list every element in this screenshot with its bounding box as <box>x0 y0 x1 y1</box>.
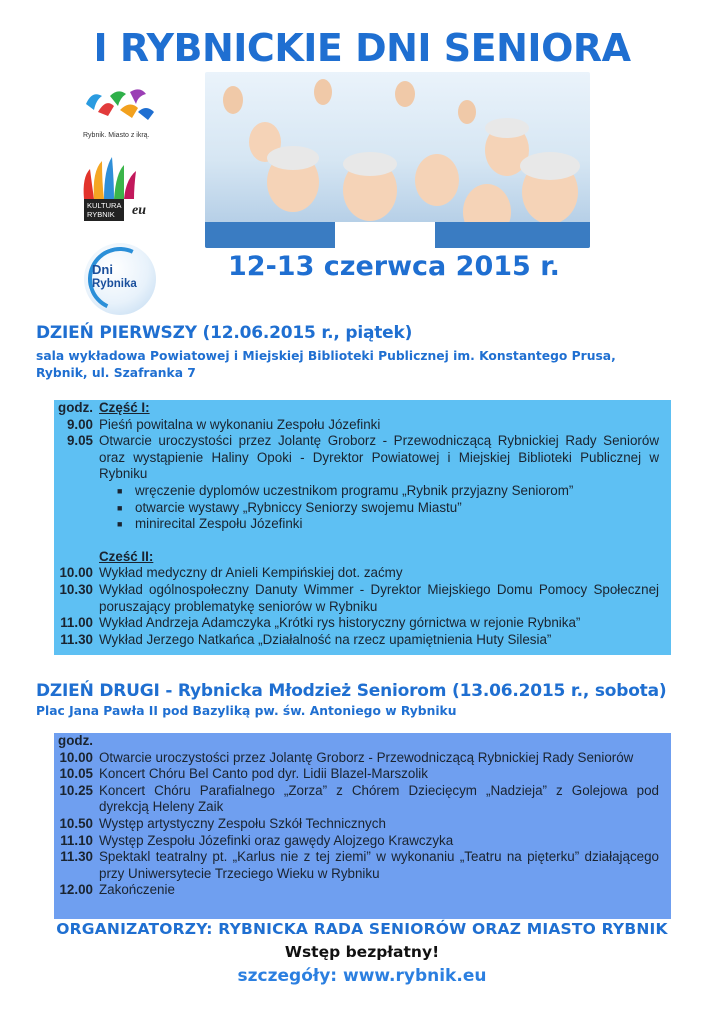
program-text: Koncert Chóru Bel Canto pod dyr. Lidii Blazel-Marszolik <box>99 766 428 782</box>
bullet-item <box>99 516 659 533</box>
kultura-rybnik-label <box>84 199 124 221</box>
program-text: Otwarcie uroczystości przez Jolantę Groborz - Przewodniczącą Rybnickiej Rady Seniorów oraz wystąpienie Haliny Opoki - Dyrektor Powiatowej i Miejskiej Biblioteki Publicznej w Rybniku <box>99 433 659 482</box>
program-time: 12.00 <box>59 882 93 898</box>
program-row <box>54 833 671 850</box>
kultura-eu-label: eu <box>132 203 146 218</box>
square-bullet-icon: ■ <box>117 519 123 530</box>
program-text: Otwarcie uroczystości przez Jolantę Groborz - Przewodniczącą Rybnickiej Rady Seniorów <box>99 749 634 765</box>
bullet-text: otwarcie wystawy „Rybniccy Seniorzy swojemu Miastu” <box>135 499 462 515</box>
day1-venue <box>36 348 696 382</box>
rybnik-logo-caption: Rybnik. Miasto z ikrą. <box>83 132 150 139</box>
godz-label: godz. <box>58 733 93 748</box>
program-time: 10.00 <box>59 749 93 765</box>
part2-time-spacer <box>54 549 99 566</box>
rybnik-logo <box>80 82 180 142</box>
day2-heading: DZIEŃ DRUGI - Rybnicka Młodzież Seniorom (13.06.2015 r., sobota) <box>36 681 667 701</box>
program-time: 10.00 <box>59 565 93 581</box>
seniors-photo <box>205 72 590 248</box>
part2-label: Cześć II: <box>99 548 154 564</box>
program-row <box>54 417 671 434</box>
program-row <box>54 849 671 882</box>
part2-header-row <box>54 549 671 566</box>
day1-venue-line2: Rybnik, ul. Szafranka 7 <box>36 366 196 380</box>
day2-venue: Plac Jana Pawła II pod Bazyliką pw. św. Antoniego w Rybniku <box>36 704 457 718</box>
day2-program <box>54 733 671 919</box>
program-text: Wykład Andrzeja Adamczyka „Krótki rys historyczny górnictwa w rejonie Rybnika” <box>99 615 581 631</box>
program-row <box>54 783 671 816</box>
cheering-seniors-image <box>205 72 590 248</box>
program-time: 10.05 <box>59 766 93 782</box>
program-row <box>54 882 671 899</box>
page-title: I RYBNICKIE DNI SENIORA <box>93 26 631 70</box>
program-row <box>54 582 671 615</box>
kultura-label-line1: KULTURA <box>87 201 122 210</box>
program-time: 11.00 <box>60 615 93 631</box>
organizers-line: ORGANIZATORZY: RYBNICKA RADA SENIORÓW ORAZ MIASTO RYBNIK <box>56 920 668 938</box>
square-bullet-icon: ■ <box>117 502 123 513</box>
program-row <box>54 750 671 767</box>
program-row <box>54 565 671 582</box>
program-text: Spektakl teatralny pt. „Karlus nie z tej ziemi” w wykonaniu „Teatru na pięterku” działającego przy Uniwersytecie Trzeciego Wieku w Rybniku <box>99 849 659 881</box>
program-time: 10.30 <box>59 581 93 597</box>
program-time: 9.05 <box>66 433 93 449</box>
free-entry-line: Wstęp bezpłatny! <box>284 943 440 961</box>
program-time: 11.10 <box>60 832 93 848</box>
program-row <box>54 632 671 649</box>
bullet-text: wręczenie dyplomów uczestnikom programu „Rybnik przyjazny Seniorom” <box>135 482 574 498</box>
program-text: Zakończenie <box>99 882 175 898</box>
program-text: Wykład ogólnospołeczny Danuty Wimmer - Dyrektor Miejskiego Domu Pomocy Społecznej poruszający problematykę seniorów w Rybniku <box>99 581 659 614</box>
program-row <box>54 816 671 833</box>
part1-label: Część I: <box>99 400 150 415</box>
program-time: 11.30 <box>60 849 93 865</box>
kultura-rybnik-logo <box>80 155 160 230</box>
dni-label-line1: Dni <box>92 262 113 277</box>
kultura-flames-icon <box>80 155 142 201</box>
program-time: 10.25 <box>59 782 93 798</box>
day2-header-spacer <box>99 733 659 750</box>
day1-heading: DZIEŃ PIERWSZY (12.06.2015 r., piątek) <box>36 323 413 343</box>
program-row <box>54 433 671 483</box>
program-time: 11.30 <box>60 631 93 647</box>
kultura-label-line2: RYBNIK <box>87 210 115 219</box>
dni-label-line2: Rybnika <box>92 278 137 290</box>
program-text: Pieśń powitalna w wykonaniu Zespołu Józefinki <box>99 416 381 432</box>
bullet-item <box>99 483 659 500</box>
day1-header-row <box>54 400 671 417</box>
day1-venue-line1: sala wykładowa Powiatowej i Miejskiej Biblioteki Publicznej im. Konstantego Prusa, <box>36 349 616 363</box>
program-text: Występ Zespołu Józefinki oraz gawędy Alojzego Krawczyka <box>99 832 454 848</box>
program-time: 10.50 <box>59 815 93 831</box>
day2-header-row <box>54 733 671 750</box>
details-link[interactable]: szczegóły: www.rybnik.eu <box>237 966 487 986</box>
program-text: Występ artystyczny Zespołu Szkół Technicznych <box>99 815 386 831</box>
bullet-list <box>99 483 659 533</box>
program-row <box>54 766 671 783</box>
section-spacer <box>54 533 671 549</box>
program-text: Wykład medyczny dr Anieli Kempińskiej dot. zaćmy <box>99 565 403 581</box>
bullet-row <box>54 483 671 533</box>
program-row <box>54 615 671 632</box>
bullet-item <box>99 500 659 517</box>
event-date: 12-13 czerwca 2015 r. <box>228 251 560 282</box>
square-bullet-icon: ■ <box>117 485 123 496</box>
rybnik-figures-icon <box>80 82 160 130</box>
godz-label: godz. <box>58 400 93 415</box>
dni-rybnika-logo <box>84 243 156 315</box>
day1-program <box>54 400 671 655</box>
bullet-text: minirecital Zespołu Józefinki <box>135 516 303 532</box>
program-time: 9.00 <box>66 416 93 432</box>
program-text: Wykład Jerzego Natkańca „Działalność na rzecz upamiętnienia Huty Silesia” <box>99 631 552 647</box>
bullet-time-spacer <box>54 483 99 533</box>
program-text: Koncert Chóru Parafialnego „Zorza” z Chórem Dziecięcym „Nadzieja” z Golejowa pod dyrekcją Heleny Zaik <box>99 782 659 815</box>
